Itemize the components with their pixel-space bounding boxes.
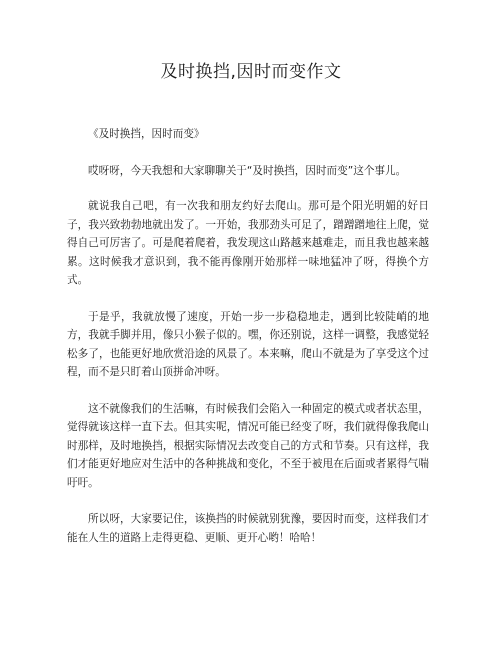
paragraph-5: 所以呀，大家要记住，该换挡的时候就别犹豫，要因时而变，这样我们才能在人生的道路上走得更稳、更顺、更开心哟！哈哈！ (67, 513, 429, 544)
paragraph-4: 这不就像我们的生活嘛，有时候我们会陷入一种固定的模式或者状态里，觉得就该这样一直下去。但其实呢，情况可能已经变了呀，我们就得像我爬山时那样，及时地换挡，根据实际情况去改变自己的方式和节奏。只有这样，我们才能更好地应对生活中的各种挑战和变化，不至于被甩在后面或者累得气喘吁吁。 (67, 402, 429, 489)
paragraph-2: 就说我自己吧，有一次我和朋友约好去爬山。那可是个阳光明媚的好日子，我兴致勃勃地就出发了。一开始，我那劲头可足了，蹭蹭蹭地往上爬，觉得自己可厉害了。可是爬着爬着，我发现这山路越来越难走，而且我也越来越累。这时候我才意识到，我不能再像刚开始那样一味地猛冲了呀，得换个方式。 (67, 200, 429, 286)
paragraph-3: 于是乎，我就放慢了速度，开始一步一步稳稳地走，遇到比较陡峭的地方，我就手脚并用，像只小猴子似的。嘿，你还别说，这样一调整，我感觉轻松多了，也能更好地欣赏沿途的风景了。本来嘛，爬山不就是为了享受这个过程，而不是只盯着山顶拼命冲呀。 (67, 310, 429, 378)
paragraph-1: 哎呀呀，今天我想和大家聊聊关于“及时换挡，因时而变”这个事儿。 (88, 164, 407, 177)
document-body (67, 125, 429, 565)
document-title: 及时换挡,因时而变作文 (160, 62, 342, 82)
essay-subtitle: 《及时换挡，因时而变》 (88, 128, 205, 140)
